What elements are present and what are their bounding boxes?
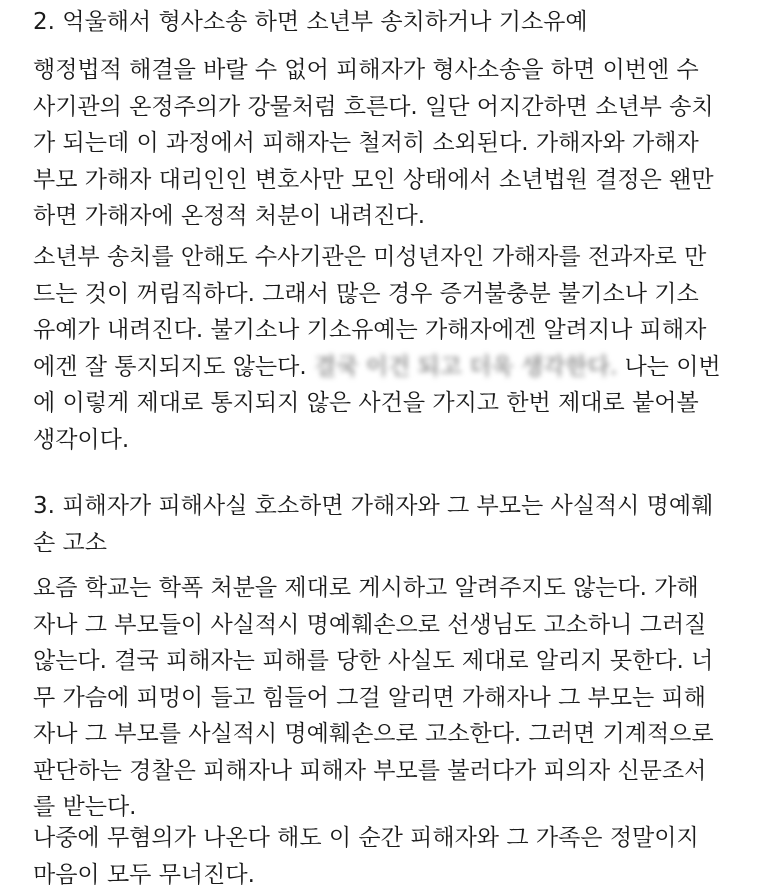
section-2-paragraph-2 [33, 239, 721, 458]
text-line: 사기관의 온정주의가 강물처럼 흐른다. 일단 어지간하면 소년부 송치 [33, 93, 714, 120]
text-line: 자나 그 부모들이 사실적시 명예훼손으로 선생님도 고소하니 그러질 [33, 611, 707, 638]
text-line: 자나 그 부모를 사실적시 명예훼손으로 고소한다. 그러면 기계적으로 [33, 721, 714, 747]
text-line: 드는 것이 꺼림직하다. 그래서 많은 경우 증거불충분 불기소나 기소 [33, 280, 699, 307]
text-segment: 에겐 잘 통지되지도 않는다. [33, 353, 307, 380]
text-line: 무 가슴에 피멍이 들고 힘들어 그걸 알리면 가해자나 그 부모는 피해 [33, 684, 706, 711]
section-title-line: 2. 억울해서 형사소송 하면 소년부 송치하거나 기소유예 [33, 9, 588, 35]
text-segment: 나는 이번 [617, 353, 721, 380]
text-line: 에 이렇게 제대로 통지되지 않은 사건을 가지고 한번 제대로 붙어볼 [33, 390, 699, 416]
text-line: 부모 가해자 대리인인 변호사만 모인 상태에서 소년법원 결정은 왠만 [33, 166, 714, 193]
text-line: 가 되는데 이 과정에서 피해자는 철저히 소외된다. 가해자와 가해자 [33, 130, 699, 156]
text-line: 소년부 송치를 안해도 수사기관은 미성년자인 가해자를 전과자로 만 [33, 244, 707, 270]
text-line: 마음이 모두 무너진다. [33, 861, 255, 888]
text-line: 나중에 무혐의가 나온다 해도 이 순간 피해자와 그 가족은 정말이지 [33, 825, 699, 851]
text-line-with-blur [33, 349, 721, 386]
section-title-line: 손 고소 [33, 530, 107, 556]
section-3-paragraph-1 [33, 570, 714, 826]
text-line: 행정법적 해결을 바랄 수 없어 피해자가 형사소송을 하면 이번엔 수 [33, 57, 699, 83]
text-line: 판단하는 경찰은 피해자나 피해자 부모를 불러다가 피의자 신문조서 [33, 757, 707, 784]
section-3-title [33, 488, 713, 562]
text-line: 유예가 내려진다. 불기소나 기소유예는 가해자에겐 알려지나 피해자 [33, 317, 707, 343]
section-2-paragraph-1 [33, 52, 714, 235]
text-line: 요즘 학교는 학폭 처분을 제대로 게시하고 알려주지도 않는다. 가해 [33, 575, 699, 601]
text-line: 를 받는다. [33, 794, 137, 820]
blurred-text: 결국 이건 되고 더욱 생각한다. [313, 353, 618, 380]
text-line: 생각이다. [33, 426, 130, 453]
section-title-line: 3. 피해자가 피해사실 호소하면 가해자와 그 부모는 사실적시 명예훼 [33, 493, 714, 519]
text-line: 하면 가해자에 온정적 처분이 내려진다. [33, 203, 426, 229]
text-line: 않는다. 결국 피해자는 피해를 당한 사실도 제대로 알리지 못한다. 너 [33, 648, 714, 674]
section-3-paragraph-2 [33, 820, 699, 893]
section-2-title [33, 4, 588, 40]
